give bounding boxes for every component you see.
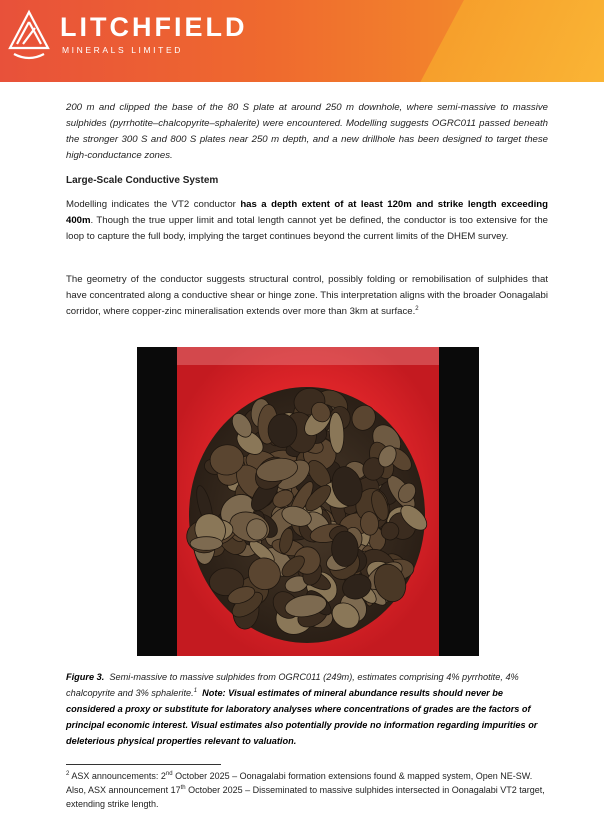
- footnote-sup-a: nd: [165, 771, 173, 777]
- conductor-text-a: Modelling indicates the VT2 conductor: [66, 199, 241, 210]
- footnote-text-b: October 2025 – Oonagalabi formation extensions found & mapped system, Open NE-SW. Also, ASX announcement 17: [66, 771, 533, 795]
- footnote-number: 2: [66, 771, 70, 777]
- section-heading: Large-Scale Conductive System: [66, 175, 219, 186]
- conductor-text-b: . Though the true upper limit and total length cannot yet be defined, the conductor is too extensive for the loop to capture the full body, implying the target continues beyond the current limits of the DHEM survey.: [66, 215, 548, 242]
- intro-paragraph: 200 m and clipped the base of the 80 S plate at around 250 m downhole, where semi-massive to massive sulphides (pyrrhotite–chalcopyrite–sphalerite) were encountered. Modelling suggests OGRC011 passed beneath the stronger 300 S and 800 S plates near 250 m depth, and a new drillhole has been designed to target these high-conductance zones.: [66, 102, 548, 161]
- brand-subtitle: MINERALS LIMITED: [62, 45, 183, 55]
- conductor-highlight: has a depth extent of at least 120m and strike length exceeding 400m: [66, 199, 548, 226]
- footnote-text-c: October 2025 – Disseminated to massive sulphides intersected in Oonagalabi VT2 target, extending strike length.: [66, 785, 545, 809]
- figure-label: Figure 3.: [66, 672, 105, 682]
- footnote-text-a: ASX announcements: 2: [69, 771, 166, 781]
- litchfield-logo-icon: [6, 8, 52, 64]
- figure-caption: [66, 669, 548, 749]
- conductor-paragraph: [66, 197, 548, 245]
- footnote-sup-b: th: [180, 785, 186, 791]
- geometry-paragraph: [66, 272, 548, 320]
- sulphide-photo: [137, 347, 479, 656]
- figure-text: Semi-massive to massive sulphides from OGRC011 (249m), estimates comprising 4% pyrrhotite, 4% chalcopyrite and 3% sphalerite.: [66, 672, 519, 698]
- figure-sup: 1: [193, 687, 198, 694]
- page-header: [0, 0, 604, 82]
- footnote: [66, 769, 548, 811]
- brand-name: LITCHFIELD: [60, 12, 248, 42]
- geometry-text: The geometry of the conductor suggests structural control, possibly folding or remobilisation of sulphides that have concentrated along a conductive shear or hinge zone. This interpretation aligns with the broader Oonagalabi corridor, where copper-zinc mineralisation extends over more than 3km at surface.: [66, 274, 548, 317]
- header-accent-wedge: [411, 0, 604, 82]
- sulphide-photo-image: [137, 347, 479, 656]
- figure-note: Note: Visual estimates of mineral abundance results should never be considered a proxy or substitute for laboratory analyses where concentrations of grades are the factors of principal economic interest. Visual estimates also potentially provide no information regarding impurities or deleterious physical properties relevant to valuation.: [66, 688, 538, 746]
- footnote-divider: [66, 764, 221, 765]
- footnote-ref: 2: [415, 305, 419, 312]
